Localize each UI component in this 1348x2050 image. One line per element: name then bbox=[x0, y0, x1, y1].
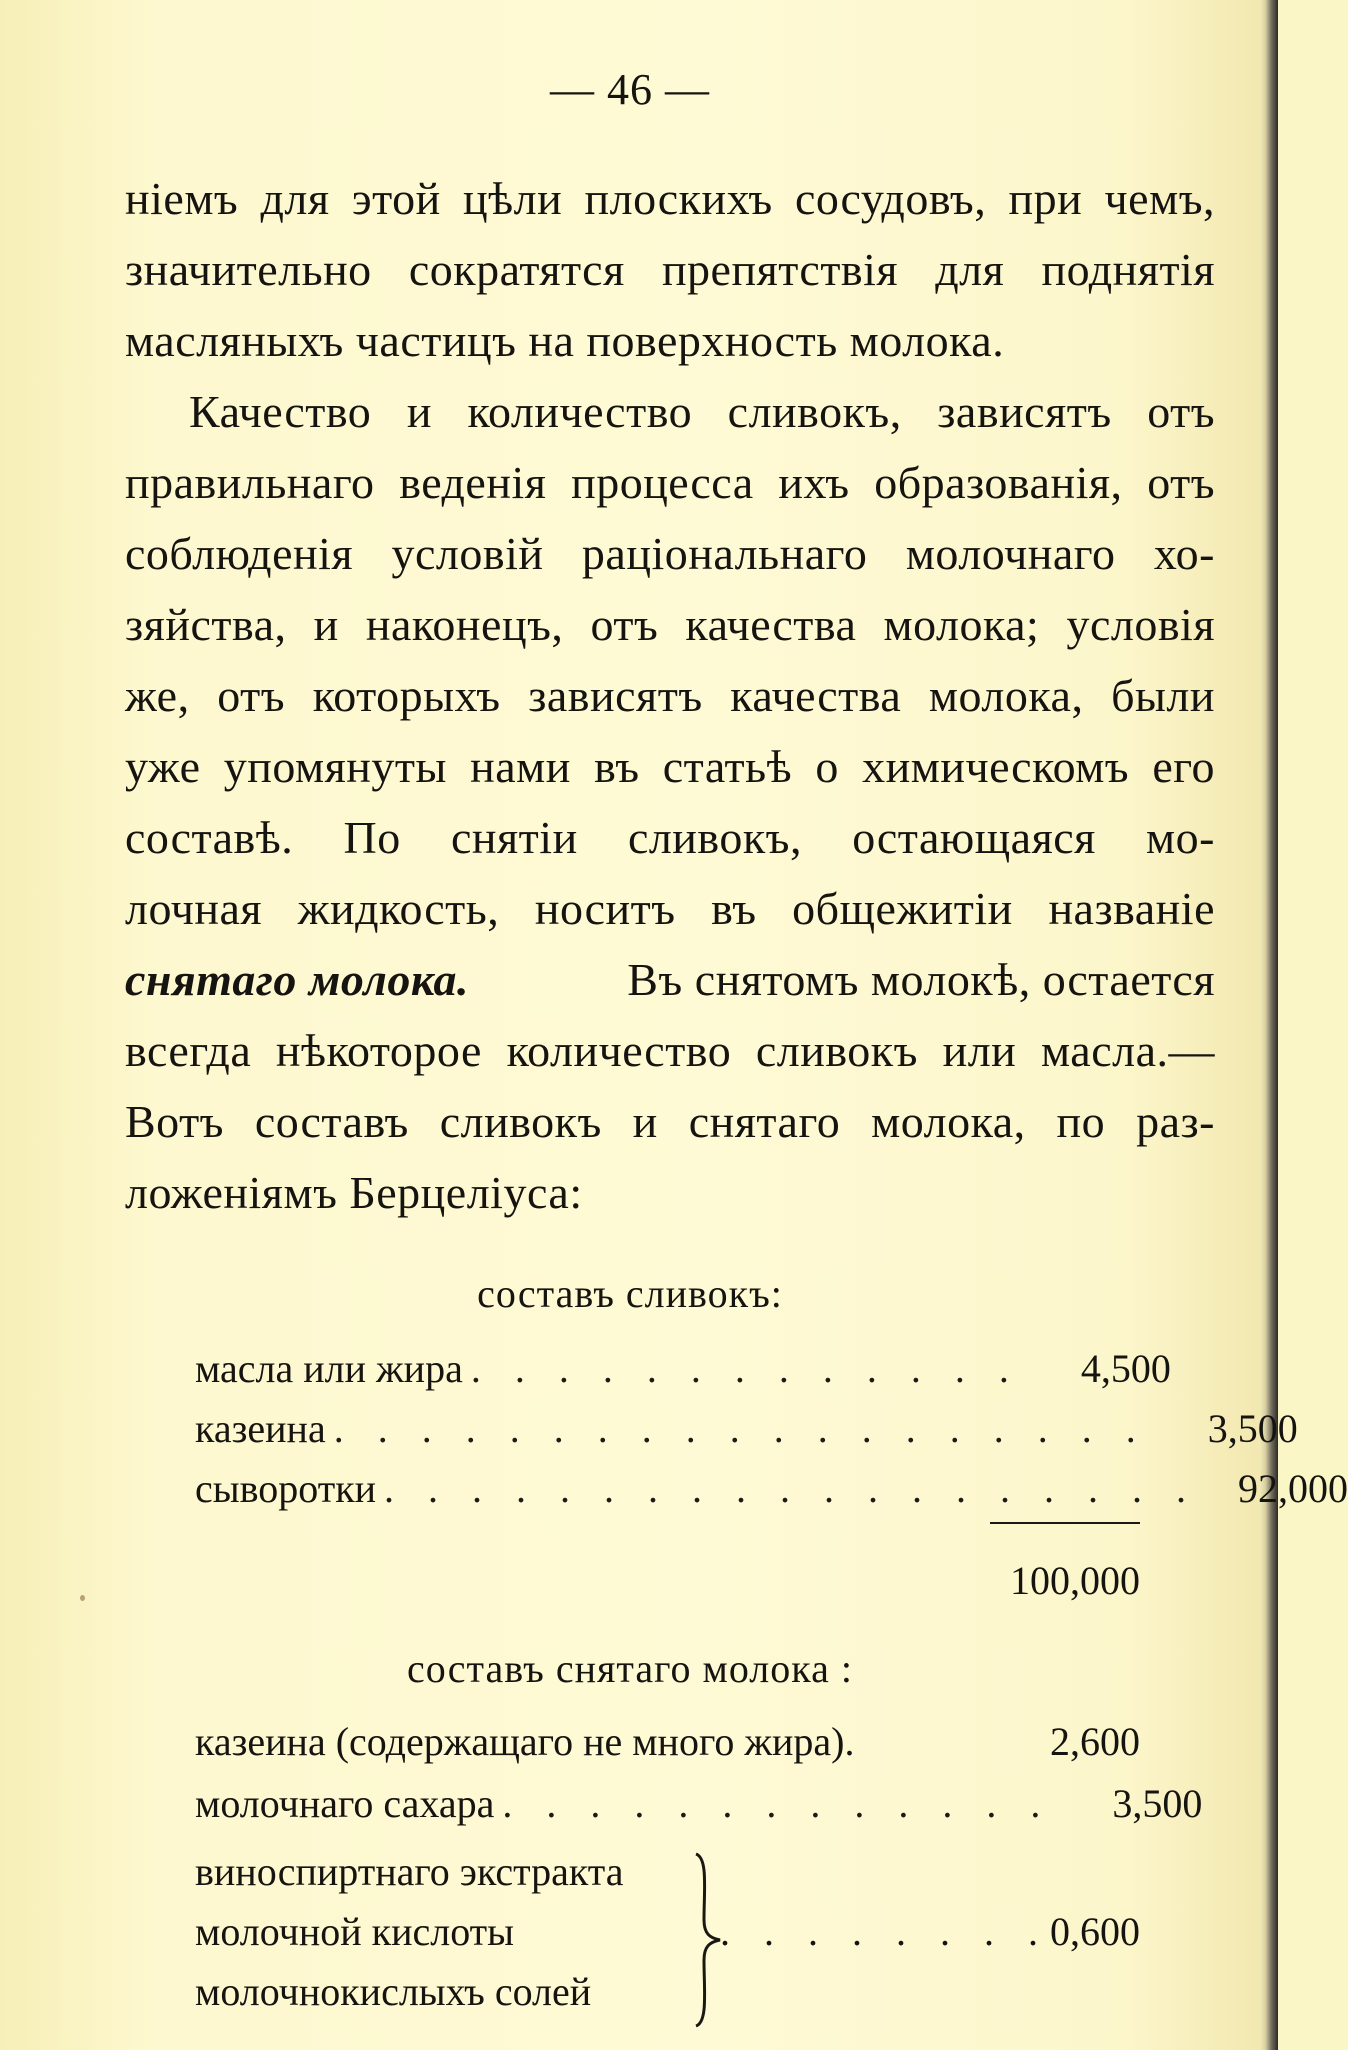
row-value: 3,500 bbox=[1112, 1781, 1203, 1826]
body-line: Качество и количество сливокъ, зависятъ отъ bbox=[189, 386, 1215, 437]
cream-total: 100,000 bbox=[1010, 1558, 1140, 1603]
table-row bbox=[195, 1405, 1298, 1465]
leader-dots: . . . . . . . . bbox=[720, 1909, 1050, 1954]
table-row bbox=[195, 1780, 1203, 1840]
group-value: 0,600 bbox=[1050, 1909, 1140, 1954]
body-line-mixed bbox=[125, 944, 1215, 1015]
ink-speck bbox=[80, 1595, 85, 1601]
body-line: значительно сократятся препятствія для поднятія bbox=[125, 244, 1215, 295]
row-label: сыворотки bbox=[195, 1466, 377, 1511]
body-paragraphs bbox=[125, 163, 1215, 1228]
sum-rule bbox=[990, 1522, 1140, 1524]
body-line: всегда нѣкоторое количество сливокъ или масла.— bbox=[125, 1025, 1215, 1076]
body-line: ложеніямъ Берцеліуса: bbox=[125, 1167, 583, 1218]
row-value: 92,000 bbox=[1238, 1466, 1348, 1511]
row-label: молочнаго сахара bbox=[195, 1781, 495, 1826]
table-row bbox=[195, 1718, 1140, 1778]
body-line: уже упомянуты нами въ статьѣ о химическомъ его bbox=[125, 741, 1215, 792]
italic-term: снятаго молока. bbox=[125, 954, 470, 1005]
body-line: ніемъ для этой цѣли плоскихъ сосудовъ, при чемъ, bbox=[125, 173, 1215, 224]
body-line: соблюденія условій раціональнаго молочнаго хо- bbox=[125, 528, 1215, 579]
row-value: 4,500 bbox=[1080, 1346, 1171, 1391]
leader-dots: . . . . . . . . . . . . . . . . . . . bbox=[384, 1466, 1199, 1511]
body-line-tail: Въ снятомъ молокѣ, остается bbox=[627, 954, 1215, 1005]
leader-dots: . . . . . . . . . . . . . bbox=[470, 1346, 1021, 1391]
body-line: лочная жидкость, носитъ въ общежитіи названіе bbox=[125, 883, 1215, 934]
body-line: масляныхъ частицъ на поверхность молока. bbox=[125, 315, 1005, 366]
page-edge-shadow bbox=[1260, 0, 1278, 2050]
row-value: 2,600 bbox=[1050, 1719, 1140, 1764]
leader-dots: . . . . . . . . . . . . . . . . . . . bbox=[333, 1406, 1148, 1451]
body-line: Вотъ составъ сливокъ и снятаго молока, по раз- bbox=[125, 1096, 1215, 1147]
row-label: казеина bbox=[195, 1406, 326, 1451]
body-line: зяйства, и наконецъ, отъ качества молока; условія bbox=[125, 599, 1215, 650]
skim-table-title: составъ снятаго молока : bbox=[407, 1646, 853, 1691]
group-label: молочной кислоты bbox=[195, 1909, 515, 1954]
table-row bbox=[195, 1345, 1171, 1405]
row-value: 3,500 bbox=[1207, 1406, 1298, 1451]
body-line: правильнаго веденія процесса ихъ образованія, отъ bbox=[125, 457, 1215, 508]
group-label: виноспиртнаго экстракта bbox=[195, 1849, 624, 1894]
body-line: составѣ. По снятіи сливокъ, остающаяся мо- bbox=[125, 812, 1215, 863]
leader-dots: . . . . . . . . . . . . . bbox=[502, 1781, 1053, 1826]
page-number: — 46 — bbox=[550, 65, 710, 114]
cream-table-title: составъ сливокъ: bbox=[477, 1271, 783, 1316]
table-row bbox=[195, 1465, 1348, 1525]
row-label: казеина (содержащаго не много жира). bbox=[195, 1719, 855, 1764]
row-label: масла или жира bbox=[195, 1346, 463, 1391]
body-line: же, отъ которыхъ зависятъ качества молока, были bbox=[125, 670, 1215, 721]
group-label: молочнокислыхъ солей bbox=[195, 1969, 592, 2014]
